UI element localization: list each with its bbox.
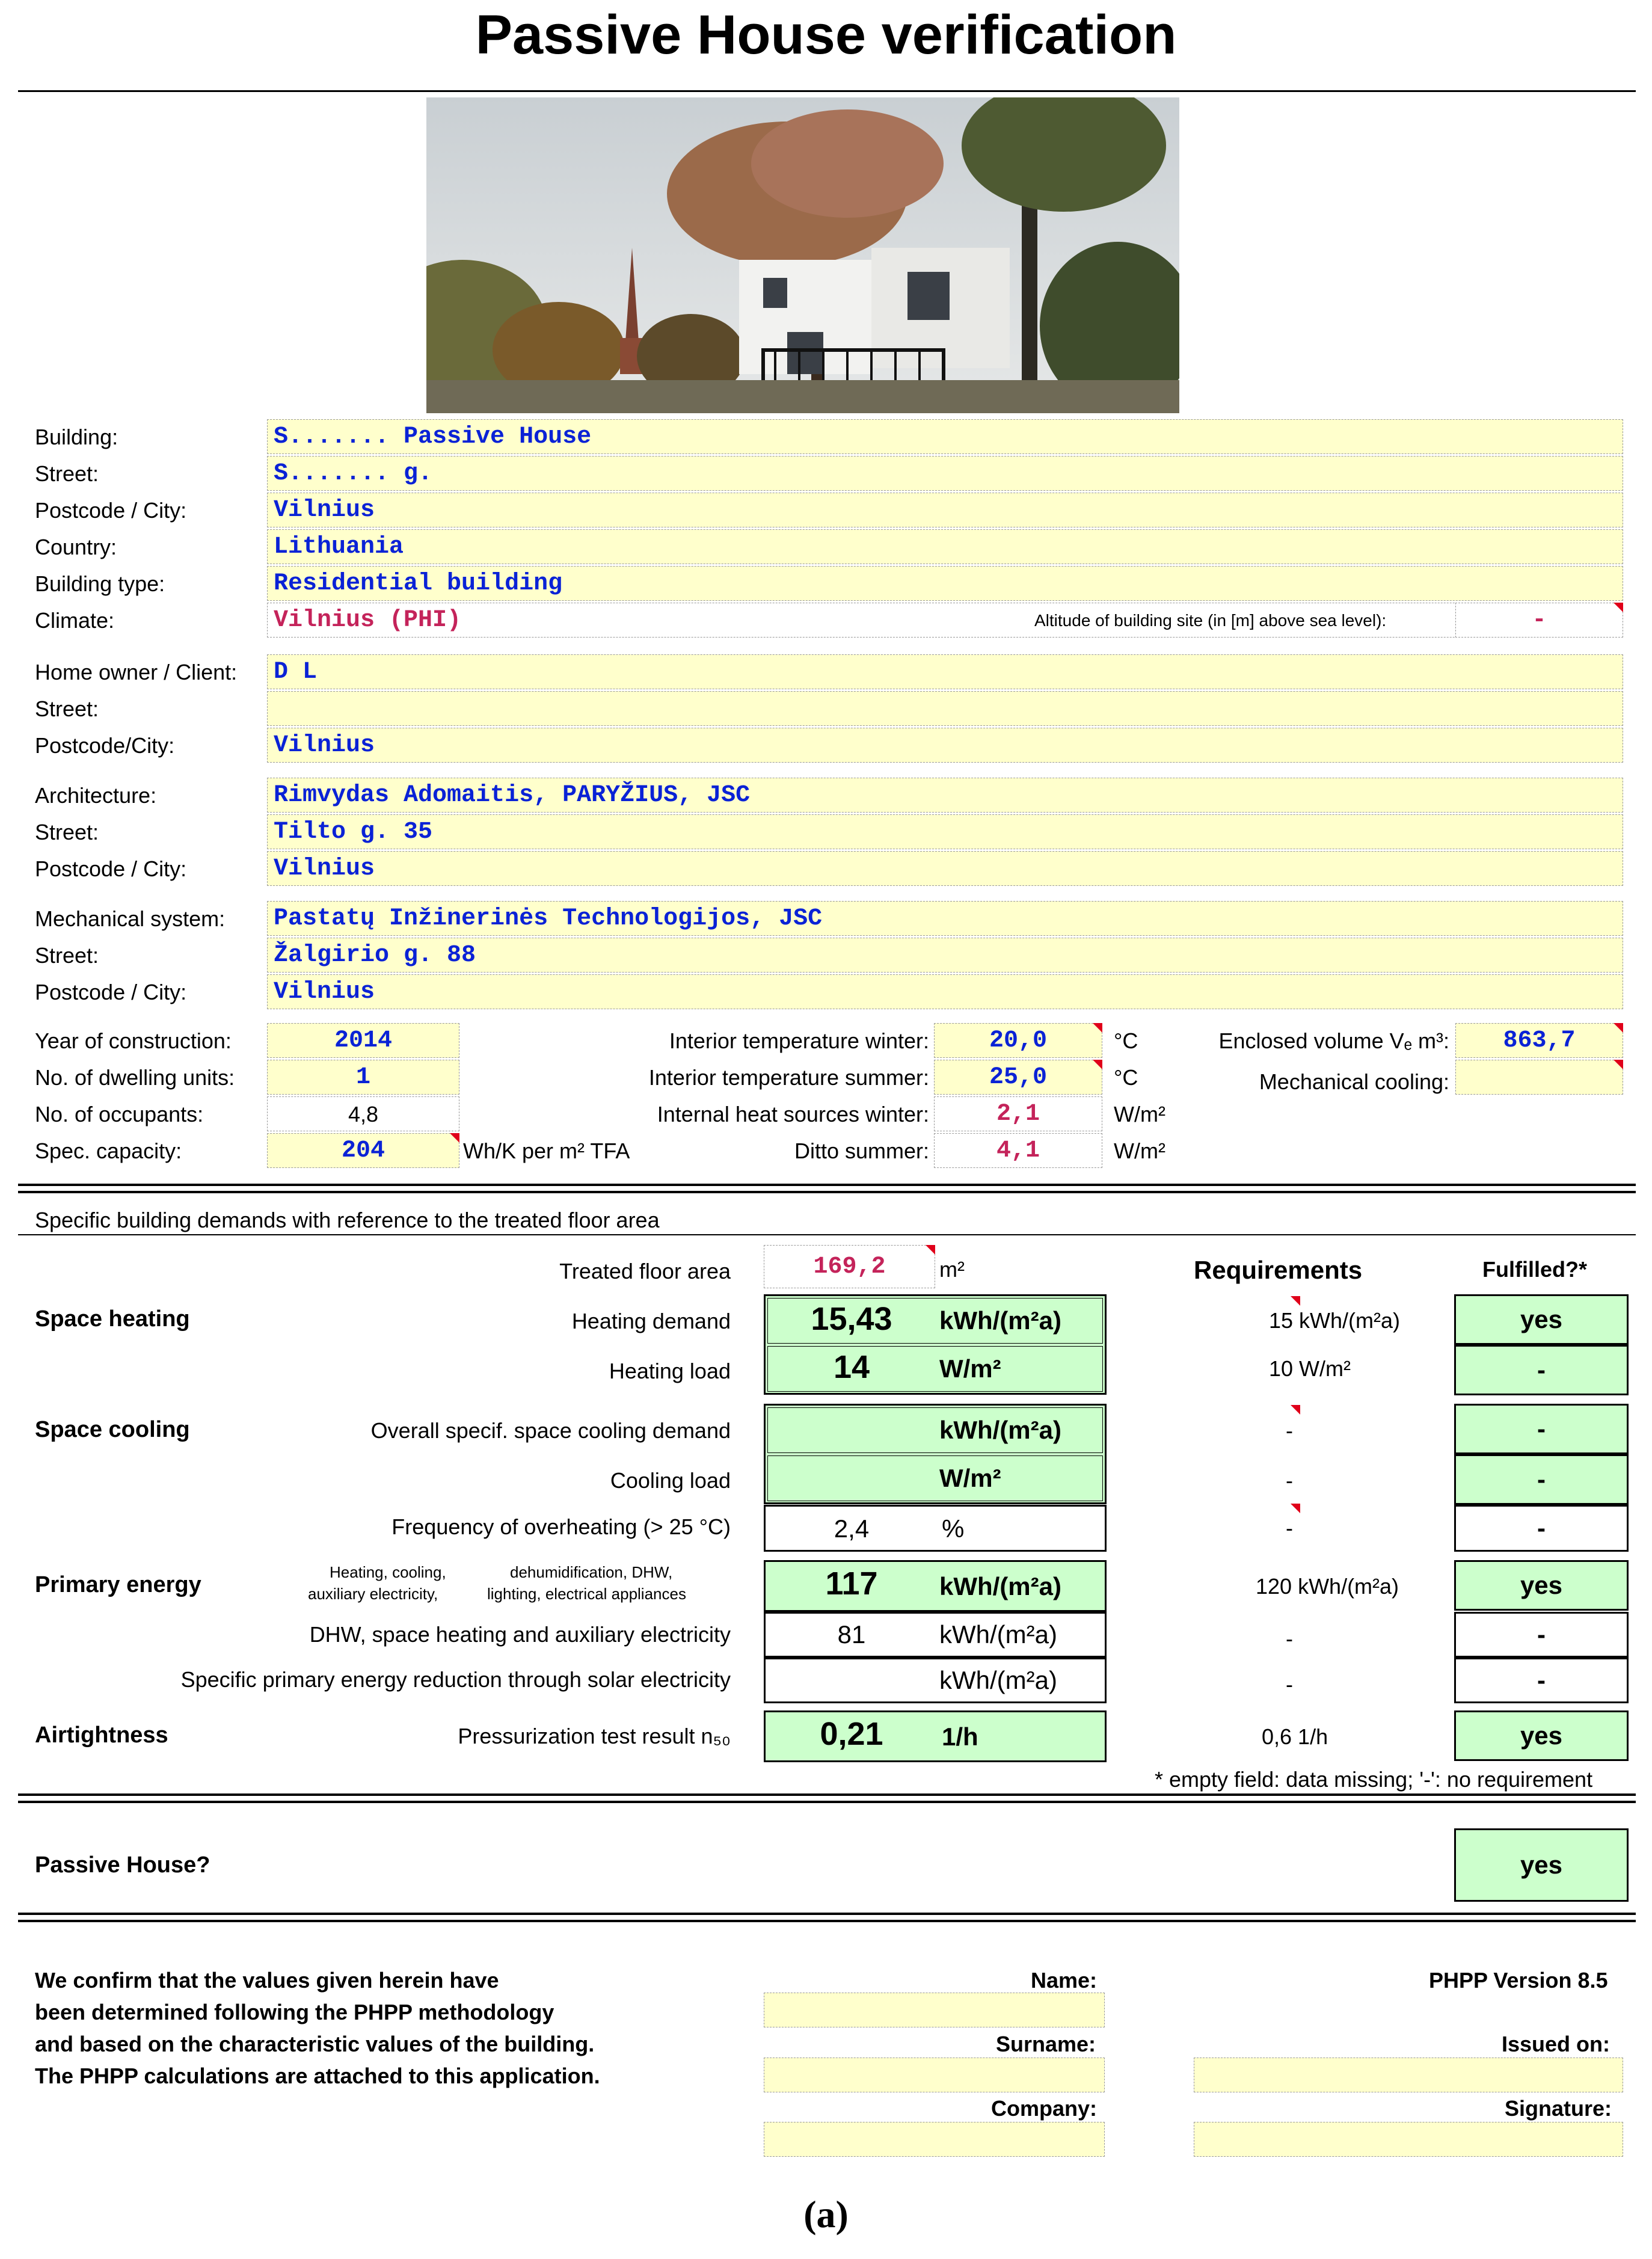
heating-demand-requirement: 15 kWh/(m²a)	[1269, 1308, 1401, 1333]
capacity-label: Spec. capacity:	[35, 1139, 182, 1163]
solar-label: Specific primary energy reduction through solar electricity	[180, 1667, 731, 1692]
section-divider-1a	[18, 1184, 1636, 1186]
heating-demand-fulfilled: yes	[1454, 1294, 1629, 1345]
tfa-unit: m²	[939, 1257, 965, 1282]
pe-note-1b: auxiliary electricity,	[308, 1585, 438, 1603]
architecture-street-field[interactable]: Tilto g. 35	[267, 814, 1623, 849]
confirm-line-3: and based on the characteristic values of the building.	[35, 2032, 595, 2056]
dhw-requirement: -	[1286, 1626, 1293, 1651]
demands-section-title: Specific building demands with reference to the treated floor area	[35, 1208, 660, 1232]
altitude-field[interactable]: -	[1455, 603, 1623, 638]
cooling-demand-unit: kWh/(m²a)	[939, 1416, 1061, 1444]
cooling-load-cell	[767, 1455, 1103, 1501]
building-label: Building:	[35, 425, 118, 449]
airtightness-fulfilled: yes	[1454, 1710, 1629, 1761]
phpp-version: PHPP Version 8.5	[1429, 1968, 1608, 1993]
overheating-req-marker	[1291, 1504, 1300, 1513]
mech-cooling-comment-marker	[1614, 1060, 1623, 1069]
building-street-label: Street:	[35, 461, 99, 486]
cooling-demand-fulfilled: -	[1454, 1404, 1629, 1454]
page-title: Passive House verification	[475, 4, 1177, 66]
solar-unit: kWh/(m²a)	[939, 1666, 1057, 1694]
heating-load-value: 14	[833, 1349, 870, 1385]
mech-cooling-field[interactable]	[1455, 1060, 1623, 1095]
heating-load-unit: W/m²	[939, 1354, 1001, 1383]
occupants-field[interactable]: 4,8	[267, 1096, 459, 1131]
capacity-comment-marker	[450, 1133, 459, 1143]
figure-caption: (a)	[803, 2193, 849, 2236]
section-divider-2b	[18, 1801, 1636, 1803]
altitude-label: Altitude of building site (in [m] above sea level):	[1034, 611, 1387, 630]
title-divider	[18, 90, 1636, 92]
pe-note-2a: dehumidification, DHW,	[510, 1563, 673, 1581]
issued-label: Issued on:	[1502, 2032, 1611, 2056]
heating-demand-label: Heating demand	[571, 1309, 731, 1333]
primary-energy-value: 117	[825, 1566, 878, 1602]
architecture-city-label: Postcode / City:	[35, 856, 187, 881]
mechanical-field[interactable]: Pastatų Inžinerinės Technologijos, JSC	[267, 901, 1623, 936]
architecture-city-field[interactable]: Vilnius	[267, 851, 1623, 886]
heat-summer-unit: W/m²	[1114, 1139, 1165, 1163]
owner-label: Home owner / Client:	[35, 660, 238, 684]
passive-house-title: Passive House?	[35, 1852, 210, 1878]
owner-field[interactable]: D L	[267, 654, 1623, 689]
heat-winter-unit: W/m²	[1114, 1102, 1165, 1126]
year-label: Year of construction:	[35, 1028, 232, 1053]
country-label: Country:	[35, 535, 117, 559]
section-divider-3b	[18, 1920, 1636, 1922]
primary-energy-unit: kWh/(m²a)	[939, 1572, 1061, 1600]
airtightness-label: Pressurization test result n₅₀	[458, 1724, 731, 1748]
heat-summer-label: Ditto summer:	[794, 1139, 929, 1163]
fulfilled-header: Fulfilled?*	[1482, 1257, 1587, 1282]
mechanical-label: Mechanical system:	[35, 906, 226, 931]
mechanical-city-field[interactable]: Vilnius	[267, 974, 1623, 1009]
cooling-load-requirement: -	[1286, 1468, 1293, 1493]
pe-note-2b: lighting, electrical appliances	[487, 1585, 686, 1603]
passive-house-result: yes	[1454, 1828, 1629, 1902]
cooling-demand-requirement: -	[1286, 1418, 1293, 1443]
confirm-line-1: We confirm that the values given herein have	[35, 1968, 499, 1993]
owner-city-label: Postcode/City:	[35, 733, 175, 758]
temp-winter-label: Interior temperature winter:	[669, 1028, 929, 1053]
temp-summer-field[interactable]: 25,0	[934, 1060, 1102, 1095]
airtightness-requirement: 0,6 1/h	[1262, 1724, 1328, 1749]
cooling-load-unit: W/m²	[939, 1464, 1001, 1492]
climate-field[interactable]: Vilnius (PHI)	[267, 603, 1623, 638]
section-divider-2a	[18, 1793, 1636, 1796]
overheating-unit: %	[942, 1514, 965, 1543]
overheating-requirement: -	[1286, 1516, 1293, 1540]
issued-field[interactable]	[1194, 2058, 1623, 2092]
owner-city-field[interactable]: Vilnius	[267, 728, 1623, 763]
solar-fulfilled: -	[1454, 1658, 1629, 1703]
primary-energy-requirement: 120 kWh/(m²a)	[1256, 1574, 1399, 1599]
space-heating-title: Space heating	[35, 1306, 190, 1332]
surname-field[interactable]	[764, 2058, 1105, 2092]
units-label: No. of dwelling units:	[35, 1065, 235, 1090]
tfa-field[interactable]: 169,2	[764, 1245, 935, 1288]
name-label: Name:	[1031, 1968, 1098, 1993]
heating-load-label: Heating load	[609, 1359, 731, 1383]
cooling-load-label: Cooling load	[610, 1468, 731, 1493]
dhw-value: 81	[837, 1620, 866, 1649]
mechanical-street-label: Street:	[35, 943, 99, 968]
occupants-label: No. of occupants:	[35, 1102, 204, 1126]
mechanical-street-field[interactable]: Žalgirio g. 88	[267, 938, 1623, 973]
requirements-header: Requirements	[1194, 1256, 1363, 1284]
tfa-comment-marker	[926, 1245, 935, 1255]
architecture-field[interactable]: Rimvydas Adomaitis, PARYŽIUS, JSC	[267, 778, 1623, 813]
volume-field[interactable]: 863,7	[1455, 1023, 1623, 1058]
owner-street-field[interactable]	[267, 691, 1623, 726]
primary-energy-title: Primary energy	[35, 1572, 201, 1597]
temp-summer-label: Interior temperature summer:	[648, 1065, 929, 1090]
architecture-label: Architecture:	[35, 783, 157, 808]
footnote: * empty field: data missing; '-': no requirement	[1155, 1767, 1593, 1792]
heat-winter-field[interactable]: 2,1	[934, 1096, 1102, 1131]
cooling-demand-label: Overall specif. space cooling demand	[370, 1418, 731, 1443]
confirm-line-2: been determined following the PHPP methodology	[35, 2000, 554, 2024]
building-city-label: Postcode / City:	[35, 498, 187, 523]
overheating-label: Frequency of overheating (> 25 °C)	[392, 1514, 731, 1539]
pe-note-1a: Heating, cooling,	[330, 1563, 446, 1581]
dhw-label: DHW, space heating and auxiliary electricity	[309, 1622, 731, 1647]
cooling-load-fulfilled: -	[1454, 1454, 1629, 1505]
primary-energy-fulfilled: yes	[1454, 1560, 1629, 1611]
volume-comment-marker	[1614, 1023, 1623, 1033]
heating-load-fulfilled: -	[1454, 1345, 1629, 1395]
airtightness-title: Airtightness	[35, 1723, 168, 1748]
overheating-value: 2,4	[834, 1514, 870, 1543]
confirm-line-4: The PHPP calculations are attached to this application.	[35, 2064, 600, 2088]
airtightness-value: 0,21	[820, 1716, 883, 1752]
signature-field[interactable]	[1194, 2122, 1623, 2157]
section-divider-1b	[18, 1191, 1636, 1193]
temp-summer-comment-marker	[1093, 1060, 1102, 1069]
temp-winter-comment-marker	[1093, 1023, 1102, 1033]
units-field[interactable]: 1	[267, 1060, 459, 1095]
building-city-field[interactable]: Vilnius	[267, 493, 1623, 527]
year-field[interactable]: 2014	[267, 1023, 459, 1058]
owner-street-label: Street:	[35, 696, 99, 721]
architecture-street-label: Street:	[35, 820, 99, 844]
country-field[interactable]: Lithuania	[267, 529, 1623, 564]
climate-label: Climate:	[35, 608, 115, 633]
space-cooling-title: Space cooling	[35, 1417, 190, 1442]
altitude-comment-marker	[1614, 603, 1623, 612]
heating-demand-value: 15,43	[811, 1301, 892, 1337]
temp-winter-field[interactable]: 20,0	[934, 1023, 1102, 1058]
building-type-field[interactable]: Residential building	[267, 566, 1623, 601]
heat-winter-label: Internal heat sources winter:	[657, 1102, 929, 1126]
volume-label: Enclosed volume Vₑ m³:	[1218, 1028, 1449, 1053]
heating-load-requirement: 10 W/m²	[1269, 1356, 1351, 1381]
heating-demand-req-marker	[1291, 1296, 1300, 1306]
mech-cooling-label: Mechanical cooling:	[1259, 1069, 1449, 1094]
name-field[interactable]	[764, 1993, 1105, 2027]
building-street-field[interactable]: S....... g.	[267, 456, 1623, 491]
company-label: Company:	[991, 2096, 1098, 2121]
mechanical-city-label: Postcode / City:	[35, 980, 187, 1004]
dhw-unit: kWh/(m²a)	[939, 1620, 1057, 1649]
surname-label: Surname:	[996, 2032, 1096, 2056]
capacity-unit: Wh/K per m² TFA	[463, 1139, 630, 1163]
capacity-field[interactable]: 204	[267, 1133, 459, 1168]
solar-requirement: -	[1286, 1672, 1293, 1697]
signature-label: Signature:	[1505, 2096, 1612, 2121]
company-field[interactable]	[764, 2122, 1105, 2157]
heating-demand-unit: kWh/(m²a)	[939, 1306, 1061, 1335]
house-photo	[426, 97, 1179, 413]
dhw-fulfilled: -	[1454, 1612, 1629, 1658]
tfa-label: Treated floor area	[559, 1259, 731, 1283]
section-divider-3a	[18, 1913, 1636, 1915]
building-field[interactable]: S....... Passive House	[267, 419, 1623, 454]
temp-summer-unit: °C	[1114, 1065, 1138, 1090]
building-type-label: Building type:	[35, 571, 165, 596]
cooling-demand-req-marker	[1291, 1405, 1300, 1415]
airtightness-unit: 1/h	[942, 1723, 978, 1751]
temp-winter-unit: °C	[1114, 1028, 1138, 1053]
overheating-fulfilled: -	[1454, 1505, 1629, 1552]
heat-summer-field[interactable]: 4,1	[934, 1133, 1102, 1168]
demands-title-divider	[18, 1234, 1636, 1235]
